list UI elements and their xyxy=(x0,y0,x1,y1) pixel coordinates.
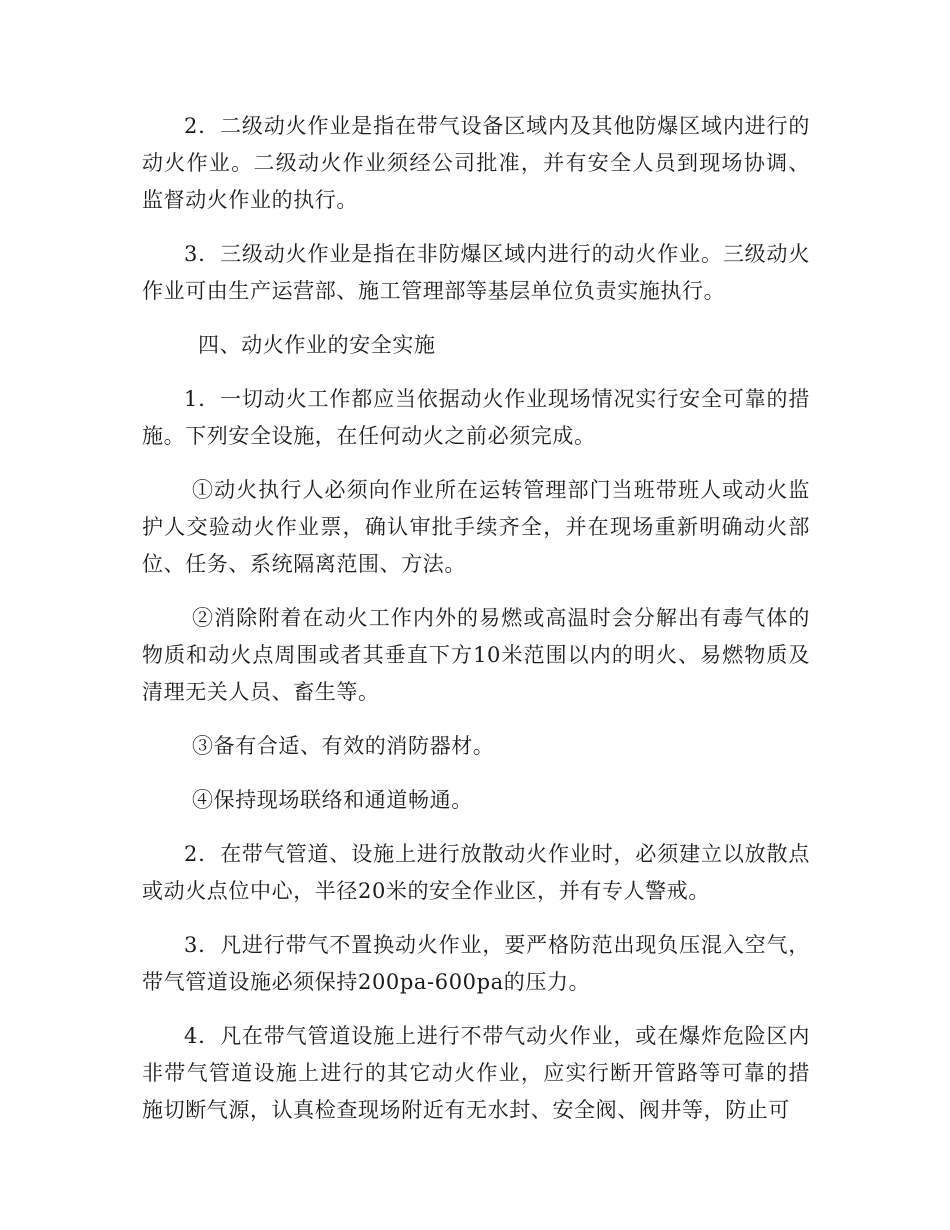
list-item-4: ④保持现场联络和通道畅通。 xyxy=(192,788,473,812)
paragraph-safety-measures-intro: 1．一切动火工作都应当依据动火作业现场情况实行安全可靠的措施。下列安全设施，在任何动火之前必须完成。 xyxy=(142,387,810,448)
paragraph-venting-safety-zone: 2．在带气管道、设施上进行放散动火作业时，必须建立以放散点或动火点位中心，半径20米的安全作业区，并有专人警戒。 xyxy=(142,842,810,903)
document-body xyxy=(142,108,810,1146)
list-item-3: ③备有合适、有效的消防器材。 xyxy=(192,734,495,758)
list-item-2: ②消除附着在动火工作内外的易燃或高温时会分解出有毒气体的物质和动火点周围或者其垂直下方10米范围以内的明火、易燃物质及清理无关人员、畜生等。 xyxy=(142,606,810,704)
section-heading-safety-implementation: 四、动火作业的安全实施 xyxy=(198,333,436,357)
paragraph-level3-fire-work: 3．三级动火作业是指在非防爆区域内进行的动火作业。三级动火作业可由生产运营部、施工管理部等基层单位负责实施执行。 xyxy=(142,242,810,303)
paragraph-pressure-requirement: 3．凡进行带气不置换动火作业，要严格防范出现负压混入空气，带气管道设施必须保持200pa-600pa的压力。 xyxy=(142,933,810,994)
list-item-1: ①动火执行人必须向作业所在运转管理部门当班带班人或动火监护人交验动火作业票，确认审批手续齐全，并在现场重新明确动火部位、任务、系统隔离范围、方法。 xyxy=(142,478,810,576)
paragraph-level2-fire-work: 2．二级动火作业是指在带气设备区域内及其他防爆区域内进行的动火作业。二级动火作业须经公司批准，并有安全人员到现场协调、监督动火作业的执行。 xyxy=(142,114,810,212)
paragraph-gas-isolation: 4．凡在带气管道设施上进行不带气动火作业，或在爆炸危险区内非带气管道设施上进行的其它动火作业，应实行断开管路等可靠的措施切断气源，认真检查现场附近有无水封、安全阀、阀井等，防止可 xyxy=(142,1024,810,1122)
